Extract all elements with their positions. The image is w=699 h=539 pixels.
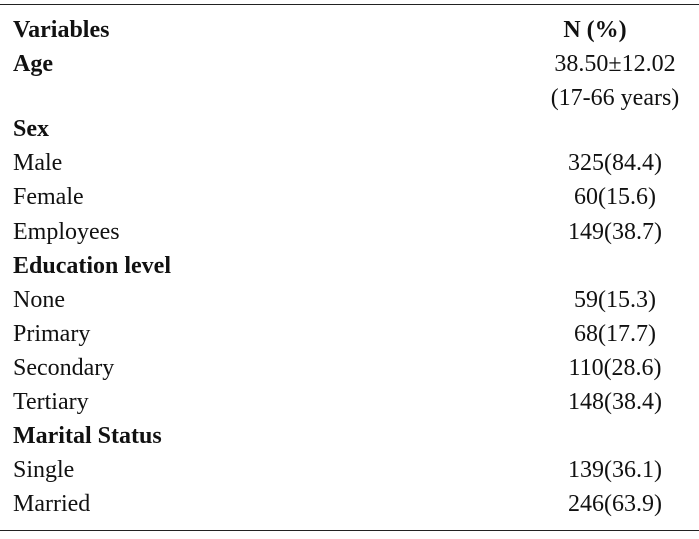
age-value: 38.50±12.02 — [554, 51, 676, 77]
row-value: 110(28.6) — [568, 355, 662, 381]
row-value: 139(36.1) — [568, 457, 662, 483]
age-row — [0, 47, 699, 115]
table-row — [0, 351, 699, 385]
table-row — [0, 385, 699, 419]
row-value: 325(84.4) — [568, 150, 662, 176]
row-label: Tertiary — [13, 389, 89, 415]
table-row — [0, 180, 699, 214]
row-label: Secondary — [13, 355, 115, 381]
row-value: 148(38.4) — [568, 389, 662, 415]
marital-heading: Marital Status — [13, 423, 162, 449]
table-row — [0, 283, 699, 317]
row-value: 149(38.7) — [568, 219, 662, 245]
education-heading: Education level — [13, 253, 172, 279]
sex-heading-row — [0, 112, 699, 146]
table-row — [0, 215, 699, 249]
row-label: None — [13, 287, 65, 313]
marital-heading-row — [0, 419, 699, 453]
header-n-pct: N (%) — [563, 17, 627, 43]
row-value: 60(15.6) — [574, 184, 656, 210]
row-label: Employees — [13, 219, 120, 245]
age-label: Age — [13, 51, 53, 77]
sex-heading: Sex — [13, 116, 49, 142]
table-row — [0, 146, 699, 180]
header-variables: Variables — [13, 17, 110, 43]
age-range: (17-66 years) — [550, 85, 680, 111]
row-label: Primary — [13, 321, 91, 347]
row-value: 68(17.7) — [574, 321, 656, 347]
table-row — [0, 317, 699, 351]
row-value: 59(15.3) — [574, 287, 656, 313]
header-row — [0, 13, 699, 47]
row-label: Married — [13, 491, 91, 517]
row-label: Male — [13, 150, 63, 176]
education-heading-row — [0, 249, 699, 283]
table-row — [0, 487, 699, 521]
row-value: 246(63.9) — [568, 491, 662, 517]
row-label: Single — [13, 457, 75, 483]
demographics-table — [0, 4, 699, 531]
row-label: Female — [13, 184, 84, 210]
table-row — [0, 453, 699, 487]
